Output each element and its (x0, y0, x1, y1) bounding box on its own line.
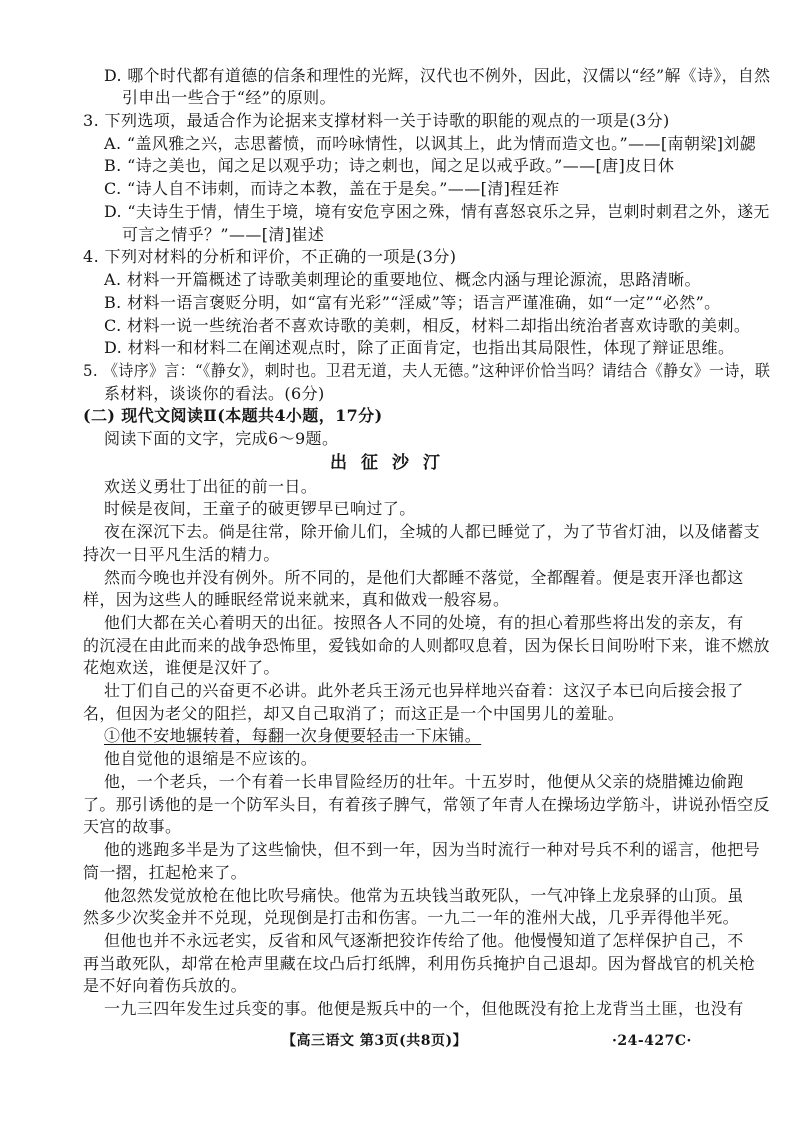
passage-title: 出征沙汀 (330, 453, 454, 473)
q3-option-b: B. “诗之美也，闻之足以观乎功；诗之刺也，闻之足以戒乎政。”——[唐]皮日休 (104, 156, 675, 175)
q2-option-d-line1: D. 哪个时代都有道德的信条和理性的光辉，汉代也不例外，因此，汉儒以“经”解《诗》，自然 (104, 66, 771, 85)
q3-option-d-line1: D. “夫诗生于情，情生于境，境有安危亨困之殊，情有喜怒哀乐之异，岂刺时刺君之外，遂无 (104, 202, 770, 221)
passage-line: 筒一摺，扛起枪来了。 (83, 863, 248, 882)
passage-line: 天宫的故事。 (83, 817, 182, 836)
q2-option-d-line2: 引申出一些合于“经”的原则。 (122, 88, 336, 107)
passage-line: 他的逃跑多半是为了这些愉快，但不到一年，因为当时流行一种对号兵不利的谣言，他把号 (104, 840, 761, 859)
passage-line: 持次一日平凡生活的精力。 (83, 545, 280, 564)
footer-exam-code: ·24-427C· (612, 1033, 692, 1049)
underlined-sentence-1: ①他不安地辗转着，每翻一次身便要轻击一下床铺。 (104, 726, 482, 745)
passage-line: 然多少次奖金并不兑现，兑现倒是打击和伤害。一九二一年的淮州大战，几乎弄得他半死。 (83, 908, 740, 927)
q4-stem: 4. 下列对材料的分析和评价，不正确的一项是(3分) (83, 247, 457, 266)
passage-line: 名，但因为老父的阻拦，却又自己取消了；而这正是一个中国男儿的羞耻。 (83, 704, 625, 723)
q4-option-b: B. 材料一语言褒贬分明，如“富有光彩”“淫威”等；语言严谨准确，如“一定”“必然”。 (104, 293, 721, 312)
passage-line: 再当敢死队，却常在枪声里藏在坟凸后打纸牌，利用伤兵掩护自己退却。因为督战官的机关枪 (83, 954, 756, 973)
section-heading: (二) 现代文阅读Ⅱ(本题共4小题，17分) (83, 406, 383, 425)
passage-line: 了。那引诱他的是一个防军头目，有着孩子脾气，常领了年青人在操场边学筋斗，讲说孙悟空反 (83, 795, 770, 814)
q4-option-d: D. 材料一和材料二在阐述观点时，除了正面肯定，也指出其局限性，体现了辩证思维。 (104, 338, 735, 357)
q3-option-c: C. “诗人自不讳刺，而诗之本教，盖在于是矣。”——[清]程廷祚 (104, 179, 560, 198)
passage-line: 他忽然发觉放枪在他比吹号痛快。他常为五块钱当敢死队，一气冲锋上龙泉驿的山顶。虽 (104, 886, 744, 905)
passage-line: 但他也并不永远老实，反省和风气逐渐把狡诈传给了他。他慢慢知道了怎样保护自己，不 (104, 931, 744, 950)
passage-line: 是不好向着伤兵放的。 (83, 976, 248, 995)
passage-line: 花炮欢送，谁便是汉奸了。 (83, 658, 280, 677)
q4-option-c: C. 材料一说一些统治者不喜欢诗歌的美刺，相反，材料二却指出统治者喜欢诗歌的美刺。 (104, 316, 751, 335)
passage-line: 样，因为这些人的睡眠经常说来就来，真和做戏一般容易。 (83, 590, 510, 609)
passage-line: 他，一个老兵，一个有着一长串冒险经历的壮年。十五岁时，他便从父亲的烧腊摊边偷跑 (104, 772, 744, 791)
q5-stem-line1: 5. 《诗序》言：“《静女》，刺时也。卫君无道，夫人无德。”这种评价恰当吗？请结合《静女》一诗，联 (83, 361, 771, 380)
passage-line: 然而今晚也并没有例外。所不同的，是他们大都睡不落觉，全都醒着。便是衷开泽也都这 (104, 568, 744, 587)
footer-page-info: 【高三语文 第3页(共8页)】 (282, 1033, 468, 1049)
passage-line: 壮丁们自己的兴奋更不必讲。此外老兵王汤元也异样地兴奋着：这汉子本已向后接会报了 (104, 681, 744, 700)
q3-stem: 3. 下列选项，最适合作为论据来支撑材料一关于诗歌的职能的观点的一项是(3分) (83, 111, 670, 130)
passage-line: 的沉浸在由此而来的战争恐怖里，爱钱如命的人则都叹息着，因为保长日间吩咐下来，谁不燃放 (83, 636, 770, 655)
passage-line: 夜在深沉下去。倘是往常，除开偷儿们，全城的人都已睡觉了，为了节省灯油，以及储蓄支 (104, 522, 761, 541)
q3-option-a: A. “盖风雅之兴，志思蓄愤，而吟咏情性，以讽其上，此为情而造文也。”——[南朝梁]刘勰 (104, 134, 757, 153)
passage-line: 一九三四年发生过兵变的事。他便是叛兵中的一个，但他既没有抢上龙背当土匪，也没有 (104, 999, 744, 1018)
q5-stem-line2: 系材料，谈谈你的看法。(6分) (104, 384, 325, 403)
passage-line: 欢送义勇壮丁出征的前一日。 (104, 477, 318, 496)
q4-option-a: A. 材料一开篇概述了诗歌美刺理论的重要地位、概念内涵与理论源流，思路清晰。 (104, 270, 701, 289)
passage-line: 他们大都在关心着明天的出征。按照各人不同的处境，有的担心着那些将出发的亲友，有 (104, 613, 744, 632)
q3-option-d-line2: 可言之情乎？”——[清]崔述 (122, 225, 325, 244)
reading-instruction: 阅读下面的文字，完成6～9题。 (104, 429, 339, 448)
passage-line: 时候是夜间，王童子的破更锣早已响过了。 (104, 499, 416, 518)
passage-line: 他自觉他的退缩是不应该的。 (104, 749, 318, 768)
